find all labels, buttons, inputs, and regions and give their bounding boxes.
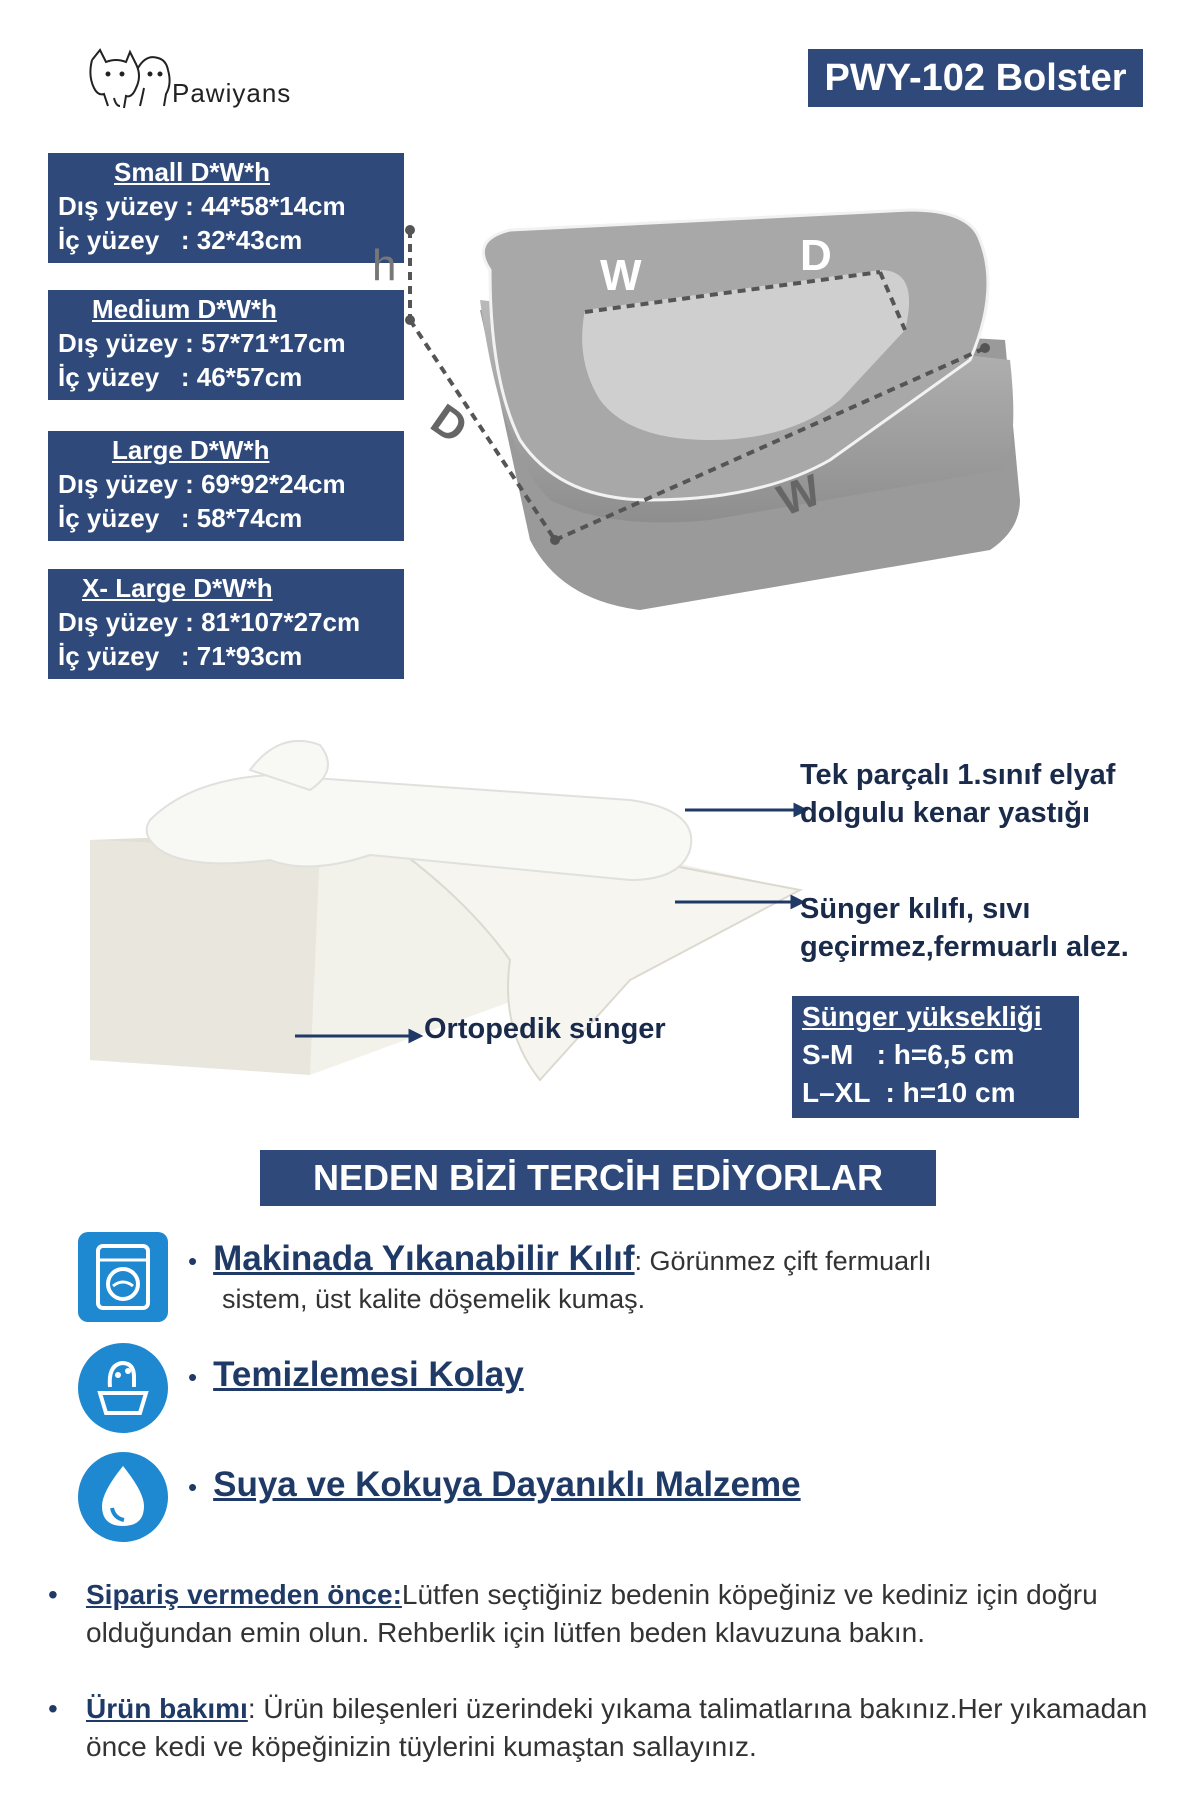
why-us-banner: NEDEN BİZİ TERCİH EDİYORLAR: [260, 1150, 936, 1206]
size-title: Medium D*W*h: [92, 294, 277, 324]
model-badge: PWY-102 Bolster: [808, 49, 1143, 107]
dim-outer-width-label: W: [771, 465, 828, 526]
size-inner: İç yüzey : 46*57cm: [58, 362, 303, 392]
note-title: Ürün bakımı: [86, 1693, 248, 1724]
size-outer: Dış yüzey : 57*71*17cm: [58, 328, 346, 358]
dim-inner-width-label: W: [600, 251, 642, 300]
water-drop-icon: [78, 1452, 168, 1542]
foam-height-row: L–XL : h=10 cm: [802, 1077, 1016, 1108]
feature-water-resistant: • Suya ve Kokuya Dayanıklı Malzeme: [188, 1465, 801, 1504]
size-outer: Dış yüzey : 69*92*24cm: [58, 469, 346, 499]
size-inner: İç yüzey : 71*93cm: [58, 641, 303, 671]
foam-height-row: S-M : h=6,5 cm: [802, 1039, 1015, 1070]
brand-name: Pawiyans: [172, 78, 292, 108]
size-inner: İç yüzey : 58*74cm: [58, 503, 303, 533]
dim-inner-depth-label: D: [800, 231, 832, 280]
dim-height-label: h: [372, 241, 397, 290]
feature-title: Suya ve Kokuya Dayanıklı Malzeme: [213, 1465, 801, 1504]
size-title: Large D*W*h: [112, 435, 270, 465]
callout-foam: Ortopedik sünger: [424, 1013, 666, 1045]
foam-height-box: [792, 996, 1079, 1118]
size-box-small: [48, 153, 404, 263]
size-box-large: [48, 431, 404, 541]
note-product-care: • Ürün bakımı: Ürün bileşenleri üzerindeki yıkama talimatlarına bakınız.Her yıkamadan önce kedi ve köpeğinizin tüylerini kumaştan sallayınız.: [48, 1693, 1148, 1762]
size-inner: İç yüzey : 32*43cm: [58, 225, 303, 255]
note-title: Sipariş vermeden önce:: [86, 1579, 402, 1610]
size-title: Small D*W*h: [114, 157, 271, 187]
feature-desc: : Görünmez çift fermuarlı: [634, 1246, 932, 1276]
note-text: Lütfen seçtiğiniz bedenin köpeğiniz ve kediniz için doğru olduğundan emin olun. Rehberlik için lütfen beden klavuzuna bakın.: [86, 1579, 1098, 1648]
callout-cover: Sünger kılıfı, sıvı geçirmez,fermuarlı alez.: [800, 893, 1129, 963]
size-box-medium: [48, 290, 404, 400]
feature-title: Temizlemesi Kolay: [213, 1355, 524, 1394]
note-text: : Ürün bileşenleri üzerindeki yıkama talimatlarına bakınız.Her yıkamadan önce kedi ve köpeğinizin tüylerini kumaştan sallayınız.: [86, 1693, 1148, 1762]
size-title: X- Large D*W*h: [82, 573, 273, 603]
washing-machine-icon: [78, 1232, 168, 1322]
dim-outer-depth-label: D: [422, 394, 477, 454]
feature-easy-clean: • Temizlemesi Kolay: [188, 1355, 524, 1394]
feature-washable: • Makinada Yıkanabilir Kılıf: Görünmez çift fermuarlı sistem, üst kalite döşemelik kumaş.: [188, 1240, 1088, 1318]
note-before-order: • Sipariş vermeden önce:Lütfen seçtiğiniz bedenin köpeğiniz ve kediniz için doğru olduğundan emin olun. Rehberlik için lütfen beden klavuzuna bakın.: [48, 1579, 1098, 1648]
size-outer: Dış yüzey : 44*58*14cm: [58, 191, 346, 221]
foam-height-title: Sünger yüksekliği: [802, 1001, 1042, 1032]
feature-desc-line2: sistem, üst kalite döşemelik kumaş.: [222, 1284, 646, 1314]
size-outer: Dış yüzey : 81*107*27cm: [58, 607, 361, 637]
bolster-bed-image: [372, 200, 1160, 650]
feature-title: Makinada Yıkanabilir Kılıf: [213, 1239, 635, 1278]
callout-fiber: Tek parçalı 1.sınıf elyaf dolgulu kenar yastığı: [800, 759, 1116, 829]
size-box-xlarge: [48, 569, 404, 679]
hand-wash-icon: [78, 1343, 168, 1433]
